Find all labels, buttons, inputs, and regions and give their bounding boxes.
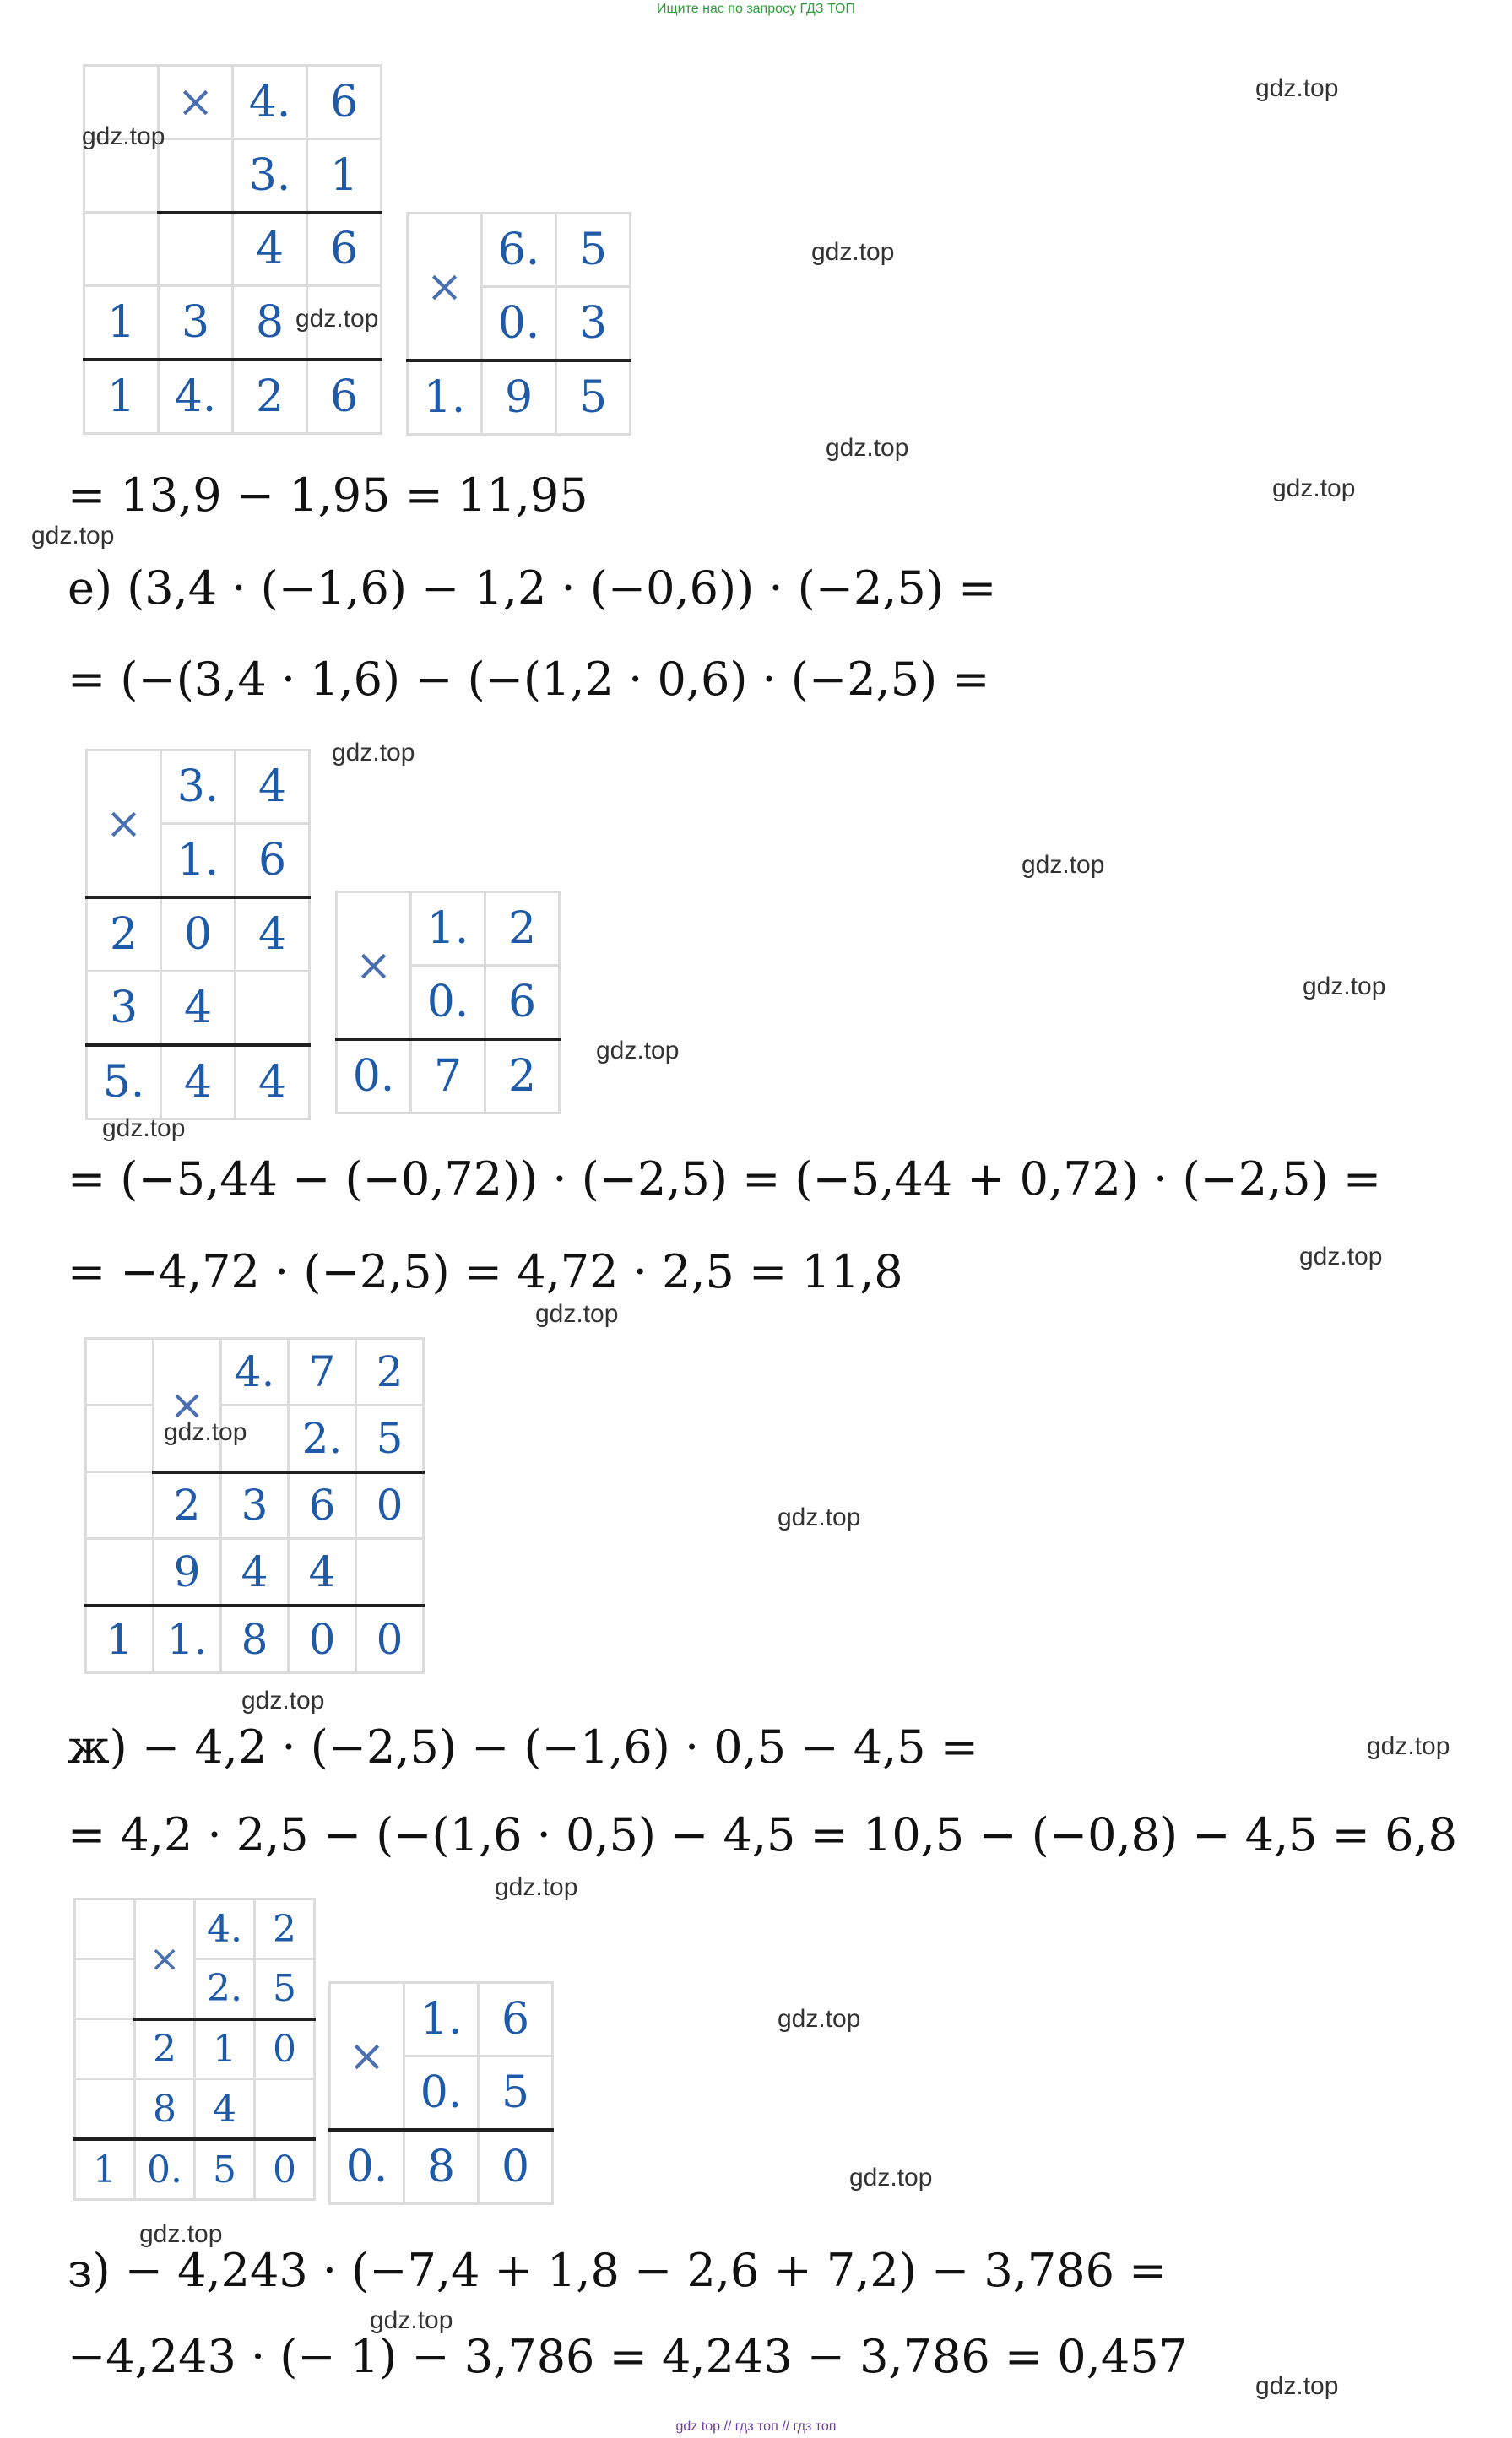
cell — [86, 1472, 154, 1539]
cell: 3. — [233, 139, 307, 213]
watermark: gdz.top — [82, 122, 165, 150]
cell — [159, 213, 233, 286]
cell: 9 — [154, 1539, 221, 1606]
watermark: gdz.top — [1272, 474, 1356, 502]
cell: 5 — [356, 1406, 424, 1472]
cell: 1 — [84, 286, 159, 360]
cell: 6 — [236, 824, 310, 898]
math-line-9: −4,243 · (− 1) − 3,786 = 4,243 − 3,786 = 0,457 — [68, 2330, 1188, 2383]
cell: 4. — [221, 1339, 289, 1406]
watermark: gdz.top — [778, 1503, 861, 1531]
watermark: gdz.top — [370, 2306, 453, 2334]
cell: 2 — [154, 1472, 221, 1539]
watermark: gdz.top — [164, 1418, 247, 1446]
cell: 8 — [404, 2130, 479, 2204]
cell: 1 — [307, 139, 382, 213]
cell: 1. — [154, 1606, 221, 1673]
cell: 4. — [233, 66, 307, 139]
cell — [75, 1959, 135, 2019]
cell: 0. — [330, 2130, 404, 2204]
cell: 5 — [479, 2056, 553, 2131]
watermark: gdz.top — [1022, 851, 1105, 879]
cell: 8 — [221, 1606, 289, 1673]
cell — [159, 139, 233, 213]
watermark: gdz.top — [826, 434, 909, 462]
cell: 4. — [195, 1899, 255, 1959]
cell: 0 — [255, 2139, 315, 2200]
multiply-sign: × — [87, 750, 161, 898]
cell — [255, 2079, 315, 2140]
cell: 2 — [485, 892, 560, 966]
cell: 5 — [255, 1959, 315, 2019]
cell: 2 — [255, 1899, 315, 1959]
math-line-2: е) (3,4 · (−1,6) − 1,2 · (−0,6)) · (−2,5) = — [68, 561, 997, 615]
cell: 5 — [556, 360, 631, 435]
watermark: gdz.top — [849, 2164, 933, 2191]
cell: 2 — [356, 1339, 424, 1406]
cell: 8 — [233, 286, 307, 360]
math-line-6: ж) − 4,2 · (−2,5) − (−1,6) · 0,5 − 4,5 = — [68, 1720, 979, 1774]
cell: 0 — [479, 2130, 553, 2204]
multiplication-table-1-2-by-0-6 — [335, 891, 561, 1114]
cell: 4 — [233, 213, 307, 286]
cell: 0 — [356, 1606, 424, 1673]
cell: 3 — [159, 286, 233, 360]
cell — [356, 1539, 424, 1606]
footer-links[interactable]: gdz top // гдз топ // гдз топ — [675, 2419, 837, 2434]
watermark: gdz.top — [332, 739, 415, 767]
multiply-sign: × — [408, 214, 482, 361]
math-line-5: = −4,72 · (−2,5) = 4,72 · 2,5 = 11,8 — [68, 1245, 903, 1298]
math-line-3: = (−(3,4 · 1,6) − (−(1,2 · 0,6) · (−2,5) = — [68, 653, 990, 706]
watermark: gdz.top — [102, 1114, 186, 1142]
cell: 6. — [482, 214, 556, 287]
cell: 7 — [411, 1039, 485, 1113]
watermark: gdz.top — [778, 2005, 861, 2033]
cell: 3 — [556, 287, 631, 361]
cell: 6 — [289, 1472, 356, 1539]
cell: 0. — [135, 2139, 195, 2200]
cell — [86, 1339, 154, 1406]
multiplication-table-4-72-by-2-5 — [84, 1337, 425, 1674]
watermark: gdz.top — [295, 305, 379, 333]
math-line-7: = 4,2 · 2,5 − (−(1,6 · 0,5) − 4,5 = 10,5 − (−0,8) − 4,5 = 6,8 — [68, 1808, 1457, 1861]
cell: 4 — [221, 1539, 289, 1606]
multiply-sign: × — [135, 1899, 195, 2019]
cell: 0 — [289, 1606, 356, 1673]
multiplication-table-1-6-by-0-5 — [328, 1981, 554, 2205]
watermark: gdz.top — [31, 522, 115, 550]
watermark: gdz.top — [811, 238, 895, 266]
math-line-8: з) − 4,243 · (−7,4 + 1,8 − 2,6 + 7,2) − 3,786 = — [68, 2244, 1168, 2297]
multiply-sign: × — [154, 1339, 221, 1472]
cell — [236, 972, 310, 1046]
watermark: gdz.top — [596, 1037, 680, 1065]
cell — [75, 1899, 135, 1959]
cell: 6 — [307, 213, 382, 286]
cell: 2 — [87, 897, 161, 972]
cell: 1 — [75, 2139, 135, 2200]
multiplication-table-6-5-by-0-3 — [406, 212, 631, 436]
cell: 1 — [84, 360, 159, 434]
cell: 4 — [236, 1045, 310, 1119]
cell — [75, 2019, 135, 2079]
cell: 4 — [236, 897, 310, 972]
cell: 3. — [161, 750, 236, 824]
cell: 7 — [289, 1339, 356, 1406]
cell: 4 — [236, 750, 310, 824]
cell: 1. — [161, 824, 236, 898]
cell: 2 — [135, 2019, 195, 2079]
cell: 5. — [87, 1045, 161, 1119]
cell: 0 — [161, 897, 236, 972]
watermark: gdz.top — [139, 2220, 223, 2248]
cell — [86, 1539, 154, 1606]
search-hint-header[interactable]: Ищите нас по запросу ГДЗ ТОП — [657, 2, 855, 16]
cell — [86, 1406, 154, 1472]
multiplication-table-4-6-by-3-1 — [83, 64, 382, 435]
watermark: gdz.top — [535, 1300, 619, 1328]
cell: 3 — [87, 972, 161, 1046]
cell: 1. — [404, 1983, 479, 2056]
cell: 1 — [195, 2019, 255, 2079]
watermark: gdz.top — [1255, 2372, 1339, 2400]
math-line-4: = (−5,44 − (−0,72)) · (−2,5) = (−5,44 + 0,72) · (−2,5) = — [68, 1152, 1382, 1205]
cell: 1. — [411, 892, 485, 966]
cell: 0 — [255, 2019, 315, 2079]
multiply-sign: × — [337, 892, 411, 1040]
watermark: gdz.top — [1303, 972, 1386, 1000]
cell: 0. — [411, 966, 485, 1040]
cell — [75, 2079, 135, 2140]
cell: 6 — [479, 1983, 553, 2056]
multiplication-table-4-2-by-2-5 — [73, 1898, 316, 2201]
cell: 4 — [289, 1539, 356, 1606]
cell: 2 — [233, 360, 307, 434]
cell: 2. — [195, 1959, 255, 2019]
watermark: gdz.top — [241, 1687, 325, 1715]
cell: 6 — [307, 66, 382, 139]
cell: 3 — [221, 1472, 289, 1539]
multiply-sign: × — [159, 66, 233, 139]
cell: 8 — [135, 2079, 195, 2140]
multiplication-table-3-4-by-1-6 — [85, 749, 311, 1120]
cell — [84, 213, 159, 286]
cell: 4 — [161, 972, 236, 1046]
cell: 5 — [556, 214, 631, 287]
watermark: gdz.top — [495, 1873, 578, 1901]
watermark: gdz.top — [1299, 1243, 1383, 1270]
cell: 9 — [482, 360, 556, 435]
cell: 0. — [482, 287, 556, 361]
cell: 4 — [161, 1045, 236, 1119]
cell: 4. — [159, 360, 233, 434]
math-line-1: = 13,9 − 1,95 = 11,95 — [68, 469, 588, 522]
cell: 6 — [307, 360, 382, 434]
watermark: gdz.top — [1367, 1732, 1450, 1760]
cell: 1 — [86, 1606, 154, 1673]
cell: 0 — [356, 1472, 424, 1539]
cell: 1. — [408, 360, 482, 435]
cell: 4 — [195, 2079, 255, 2140]
cell: 2 — [485, 1039, 560, 1113]
cell: 6 — [485, 966, 560, 1040]
watermark: gdz.top — [1255, 74, 1339, 102]
cell: 0. — [404, 2056, 479, 2131]
cell: 5 — [195, 2139, 255, 2200]
cell: 0. — [337, 1039, 411, 1113]
cell: 2. — [289, 1406, 356, 1472]
multiply-sign: × — [330, 1983, 404, 2131]
